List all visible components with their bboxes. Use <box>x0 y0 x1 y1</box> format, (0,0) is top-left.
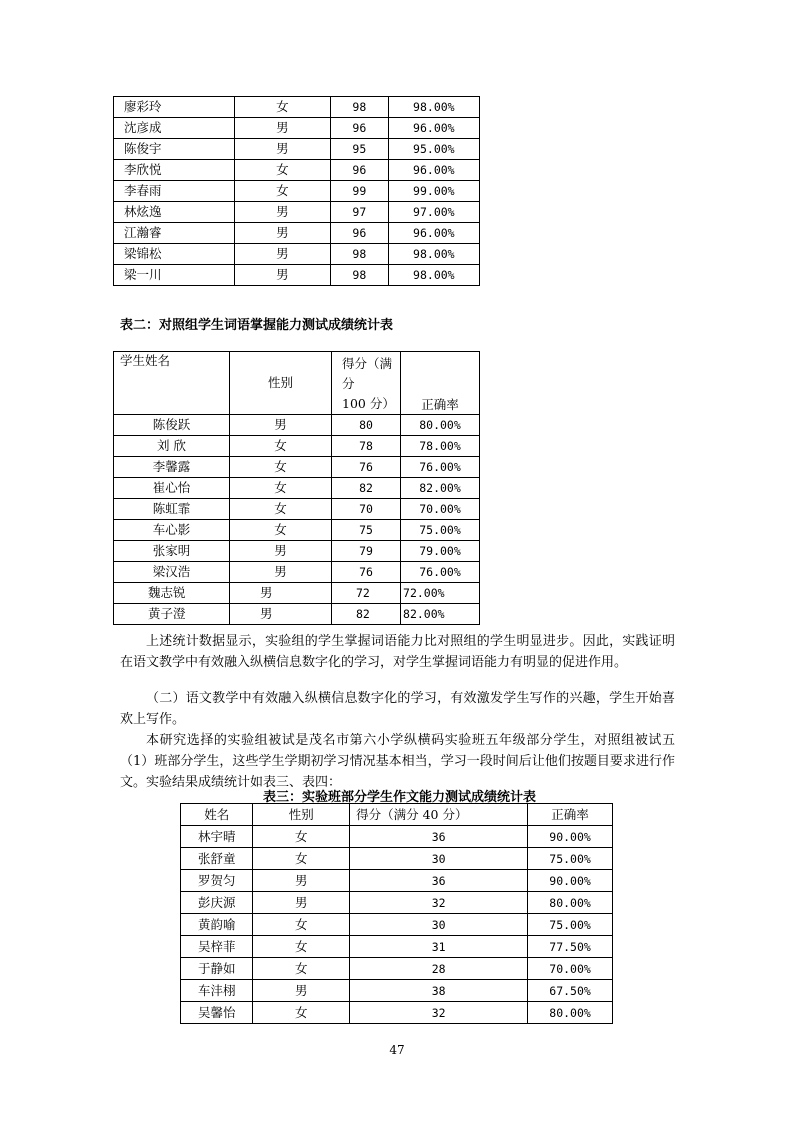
cell-name: 陈俊跃 <box>114 415 230 436</box>
page-number: 47 <box>389 1043 405 1057</box>
cell-rate: 80.00% <box>528 1002 613 1024</box>
cell-name: 黄韵喻 <box>181 914 253 936</box>
cell-gender: 女 <box>234 97 330 118</box>
cell-gender: 男 <box>230 562 332 583</box>
table-row <box>181 914 613 936</box>
cell-rate: 77.50% <box>528 936 613 958</box>
cell-rate: 82.00% <box>401 478 480 499</box>
cell-score: 36 <box>350 826 528 848</box>
table-row <box>114 520 480 541</box>
table-experimental-vocab-continued <box>113 96 480 286</box>
cell-name: 彭庆源 <box>181 892 253 914</box>
cell-name: 吴馨怡 <box>181 1002 253 1024</box>
cell-score: 31 <box>350 936 528 958</box>
table-row <box>114 562 480 583</box>
cell-score: 96 <box>331 160 389 181</box>
cell-rate: 76.00% <box>401 457 480 478</box>
cell-name: 张舒童 <box>181 848 253 870</box>
cell-score: 98 <box>331 244 389 265</box>
cell-rate: 79.00% <box>401 541 480 562</box>
cell-name: 崔心怡 <box>114 478 230 499</box>
table-row <box>181 826 613 848</box>
header-score-line2: 100 分） <box>342 396 395 411</box>
cell-name: 黄子澄 <box>114 604 230 625</box>
cell-name: 李欣悦 <box>114 160 235 181</box>
cell-rate: 98.00% <box>388 97 479 118</box>
cell-score: 75 <box>332 520 401 541</box>
header-rate: 正确率 <box>401 352 480 415</box>
cell-score: 70 <box>332 499 401 520</box>
table-row <box>114 118 480 139</box>
cell-gender: 男 <box>253 980 350 1002</box>
header-gender: 性别 <box>253 804 350 826</box>
header-score <box>332 352 401 415</box>
cell-rate: 96.00% <box>388 118 479 139</box>
cell-score: 95 <box>331 139 389 160</box>
cell-score: 79 <box>332 541 401 562</box>
cell-name: 刘 欣 <box>114 436 230 457</box>
cell-gender: 女 <box>230 436 332 457</box>
cell-rate: 95.00% <box>388 139 479 160</box>
cell-name: 沈彦成 <box>114 118 235 139</box>
cell-gender: 男 <box>253 892 350 914</box>
cell-score: 36 <box>350 870 528 892</box>
cell-name: 魏志锐 <box>114 583 230 604</box>
table2-caption: 表二：对照组学生词语掌握能力测试成绩统计表 <box>120 318 394 333</box>
table-row <box>114 139 480 160</box>
cell-name: 于静如 <box>181 958 253 980</box>
cell-rate: 75.00% <box>401 520 480 541</box>
cell-name: 梁汉浩 <box>114 562 230 583</box>
header-rate: 正确率 <box>528 804 613 826</box>
cell-gender: 男 <box>230 604 332 625</box>
cell-rate: 97.00% <box>388 202 479 223</box>
table-row <box>114 181 480 202</box>
cell-name: 林宇晴 <box>181 826 253 848</box>
cell-gender: 女 <box>230 457 332 478</box>
cell-gender: 女 <box>253 914 350 936</box>
cell-rate: 72.00% <box>401 583 480 604</box>
cell-rate: 75.00% <box>528 848 613 870</box>
cell-score: 32 <box>350 892 528 914</box>
table-row <box>114 604 480 625</box>
table-row <box>114 415 480 436</box>
table-row <box>181 958 613 980</box>
cell-rate: 99.00% <box>388 181 479 202</box>
cell-rate: 76.00% <box>401 562 480 583</box>
table-row <box>114 478 480 499</box>
table-row <box>181 980 613 1002</box>
cell-name: 车心影 <box>114 520 230 541</box>
table-row <box>114 436 480 457</box>
cell-gender: 男 <box>234 202 330 223</box>
cell-gender: 男 <box>234 139 330 160</box>
cell-gender: 女 <box>234 181 330 202</box>
cell-name: 陈俊宇 <box>114 139 235 160</box>
cell-score: 72 <box>332 583 401 604</box>
cell-name: 廖彩玲 <box>114 97 235 118</box>
paragraph-method: 本研究选择的实验组被试是茂名市第六小学纵横码实验班五年级部分学生，对照组被试五（1）班部分学生，这些学生学期初学习情况基本相当，学习一段时间后让他们按题目要求进行作文。实验结果成绩统计如表三、表四： <box>120 733 675 790</box>
cell-score: 96 <box>331 118 389 139</box>
cell-gender: 女 <box>253 848 350 870</box>
cell-name: 李馨露 <box>114 457 230 478</box>
cell-gender: 男 <box>234 223 330 244</box>
cell-rate: 98.00% <box>388 244 479 265</box>
cell-score: 82 <box>332 604 401 625</box>
cell-name: 陈虹霏 <box>114 499 230 520</box>
table-row <box>181 936 613 958</box>
cell-rate: 70.00% <box>401 499 480 520</box>
table-body <box>114 352 480 625</box>
cell-rate: 70.00% <box>528 958 613 980</box>
cell-name: 梁锦松 <box>114 244 235 265</box>
cell-name: 车沣栩 <box>181 980 253 1002</box>
cell-gender: 男 <box>230 541 332 562</box>
table-row <box>114 160 480 181</box>
table-row <box>114 541 480 562</box>
cell-name: 吴梓菲 <box>181 936 253 958</box>
cell-score: 28 <box>350 958 528 980</box>
cell-score: 30 <box>350 914 528 936</box>
cell-score: 78 <box>332 436 401 457</box>
cell-gender: 男 <box>234 265 330 286</box>
table-row <box>114 499 480 520</box>
cell-name: 梁一川 <box>114 265 235 286</box>
paragraph-section-heading: （二）语文教学中有效融入纵横信息数字化的学习，有效激发学生写作的兴趣，学生开始喜欢上写作。 <box>120 691 675 727</box>
cell-score: 98 <box>331 265 389 286</box>
cell-rate: 80.00% <box>528 892 613 914</box>
cell-gender: 女 <box>253 826 350 848</box>
cell-score: 99 <box>331 181 389 202</box>
cell-gender: 女 <box>234 160 330 181</box>
cell-gender: 男 <box>234 118 330 139</box>
cell-gender: 女 <box>230 520 332 541</box>
cell-gender: 女 <box>230 499 332 520</box>
header-name: 姓名 <box>181 804 253 826</box>
header-gender: 性别 <box>230 352 332 415</box>
table-row <box>181 1002 613 1024</box>
cell-score: 76 <box>332 562 401 583</box>
header-score: 得分（满分 40 分） <box>350 804 528 826</box>
cell-gender: 男 <box>234 244 330 265</box>
header-score-line1: 得分（满分 <box>342 356 393 391</box>
paragraph-conclusion: 上述统计数据显示，实验组的学生掌握词语能力比对照组的学生明显进步。因此，实践证明在语文教学中有效融入纵横信息数字化的学习，对学生掌握词语能力有明显的促进作用。 <box>120 634 675 670</box>
table-row <box>114 97 480 118</box>
cell-name: 江瀚睿 <box>114 223 235 244</box>
cell-rate: 90.00% <box>528 870 613 892</box>
cell-score: 97 <box>331 202 389 223</box>
table-row <box>181 848 613 870</box>
table-row <box>114 457 480 478</box>
cell-gender: 女 <box>253 1002 350 1024</box>
table-row <box>114 265 480 286</box>
cell-name: 林炫逸 <box>114 202 235 223</box>
cell-gender: 女 <box>230 478 332 499</box>
table-body <box>181 804 613 1024</box>
header-name: 学生姓名 <box>114 352 230 415</box>
table-row <box>114 244 480 265</box>
cell-rate: 96.00% <box>388 223 479 244</box>
cell-name: 罗贺匀 <box>181 870 253 892</box>
cell-rate: 78.00% <box>401 436 480 457</box>
cell-name: 张家明 <box>114 541 230 562</box>
table-row <box>114 202 480 223</box>
cell-gender: 男 <box>253 870 350 892</box>
table-row <box>181 870 613 892</box>
table-header-row <box>114 352 480 415</box>
table-header-row <box>181 804 613 826</box>
cell-rate: 75.00% <box>528 914 613 936</box>
table-row <box>114 583 480 604</box>
cell-score: 98 <box>331 97 389 118</box>
cell-score: 82 <box>332 478 401 499</box>
cell-name: 李春雨 <box>114 181 235 202</box>
cell-rate: 80.00% <box>401 415 480 436</box>
cell-gender: 女 <box>253 936 350 958</box>
cell-score: 30 <box>350 848 528 870</box>
cell-score: 76 <box>332 457 401 478</box>
table-control-vocab <box>113 351 480 625</box>
cell-rate: 67.50% <box>528 980 613 1002</box>
cell-score: 38 <box>350 980 528 1002</box>
table3-caption: 表三：实验班部分学生作文能力测试成绩统计表 <box>263 790 537 805</box>
cell-score: 32 <box>350 1002 528 1024</box>
table-experimental-writing <box>180 803 613 1024</box>
cell-rate: 96.00% <box>388 160 479 181</box>
cell-score: 80 <box>332 415 401 436</box>
cell-gender: 男 <box>230 583 332 604</box>
table-row <box>181 892 613 914</box>
cell-rate: 98.00% <box>388 265 479 286</box>
table-body <box>114 97 480 286</box>
cell-gender: 女 <box>253 958 350 980</box>
cell-gender: 男 <box>230 415 332 436</box>
cell-rate: 90.00% <box>528 826 613 848</box>
cell-score: 96 <box>331 223 389 244</box>
cell-rate: 82.00% <box>401 604 480 625</box>
table-row <box>114 223 480 244</box>
